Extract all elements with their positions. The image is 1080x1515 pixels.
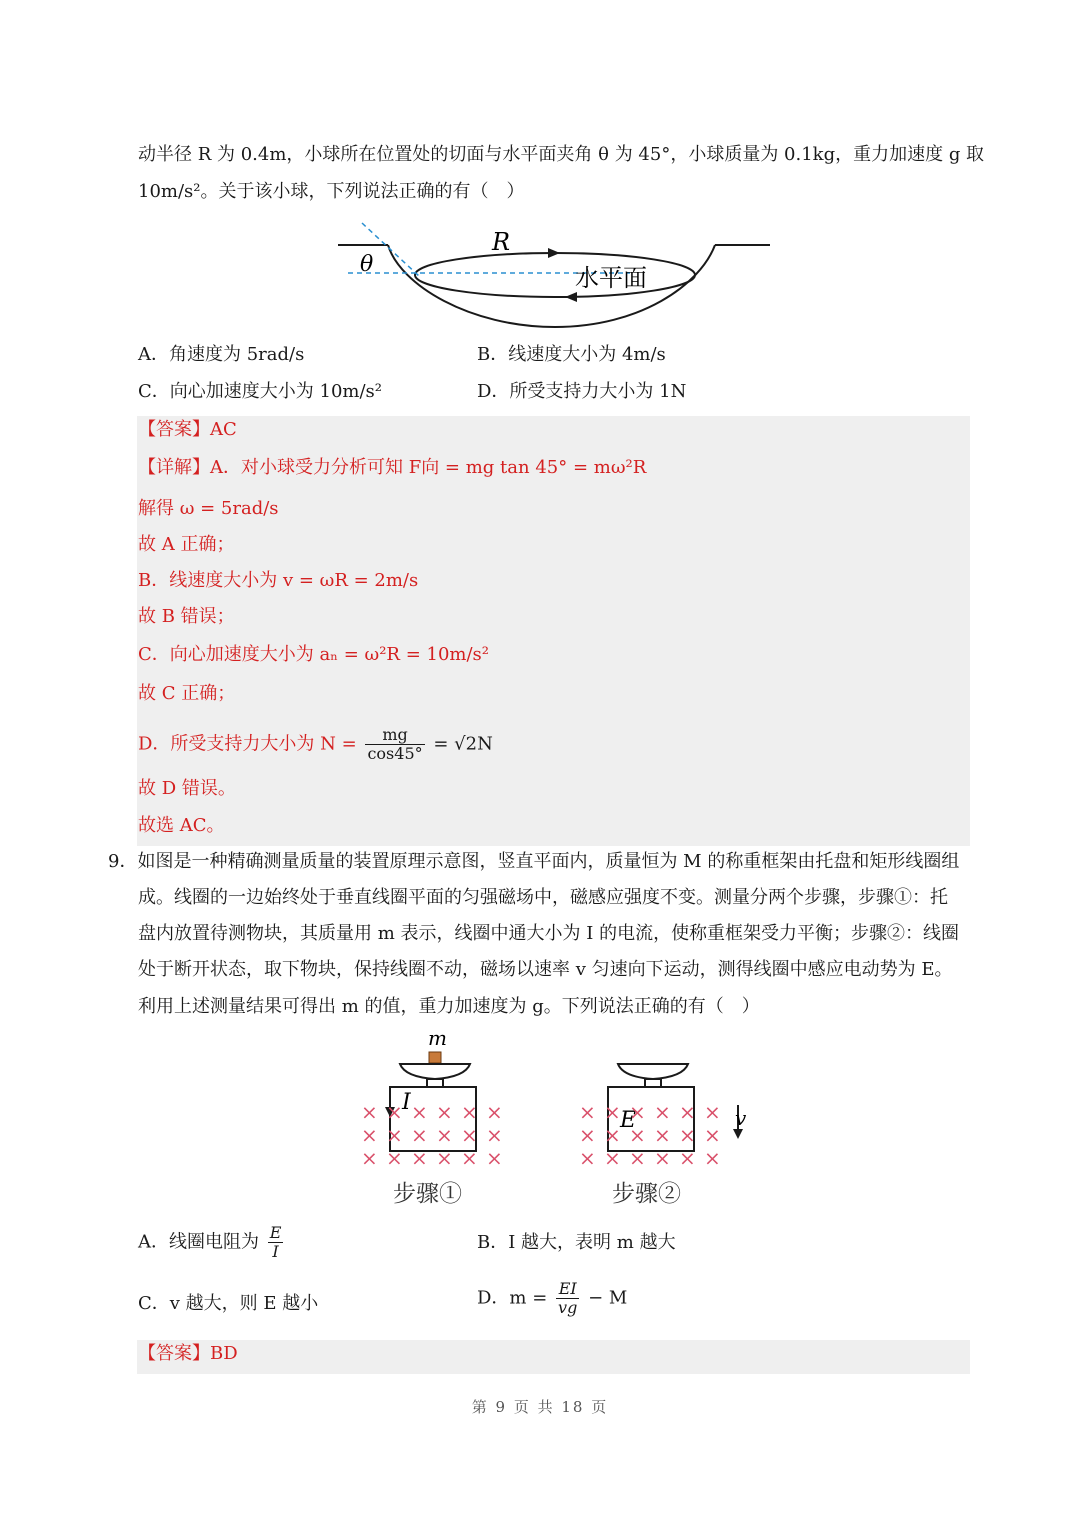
page-footer: 第 9 页 共 18 页 [471,1398,609,1416]
field-cross: × [386,1146,403,1170]
field-cross: × [461,1123,478,1147]
field-cross: × [704,1100,721,1124]
current-label: I [402,1090,411,1115]
q8-stem-line-2: 10m/s²。关于该小球，下列说法正确的有（ ） [138,181,525,202]
q9-answer-box [137,1340,970,1374]
q8-stem-line-1: 动半径 R 为 0.4m，小球所在位置处的切面与水平面夹角 θ 为 45°，小球质量为 0.1kg，重力加速度 g 取 [138,144,985,165]
field-cross: × [704,1146,721,1170]
field-cross: × [461,1100,478,1124]
q8-option-b: B．线速度大小为 4m/s [477,344,666,365]
q9-stem-line-5: 利用上述测量结果可得出 m 的值，重力加速度为 g。下列说法正确的有（ ） [138,996,760,1017]
field-cross: × [679,1123,696,1147]
q8-analysis-d-verdict: 故 D 错误。 [138,778,236,799]
q9-option-c: C．v 越大，则 E 越小 [138,1293,319,1314]
q8-conclusion: 故选 AC。 [138,815,225,836]
q9-balance-figure [350,1025,750,1210]
field-cross: × [579,1146,596,1170]
q8-bowl-figure [330,215,780,335]
field-cross: × [361,1100,378,1124]
emf-label: E [620,1108,637,1133]
q8-analysis-c: C．向心加速度大小为 aₙ = ω²R = 10m/s² [138,644,489,665]
step2-label: 步骤② [612,1181,681,1207]
field-cross: × [629,1123,646,1147]
field-cross: × [436,1100,453,1124]
field-cross: × [436,1123,453,1147]
field-cross: × [461,1146,478,1170]
field-cross: × [361,1123,378,1147]
horizontal-plane-label: 水平面 [575,264,647,292]
q8-option-a: A．角速度为 5rad/s [138,344,305,365]
field-cross: × [386,1123,403,1147]
q8-analysis-c-verdict: 故 C 正确； [138,683,236,704]
field-cross: × [486,1100,503,1124]
field-cross: × [411,1123,428,1147]
field-cross: × [411,1100,428,1124]
q8-analysis-a: 【详解】A．对小球受力分析可知 F向 = mg tan 45° = mω²R [138,457,647,478]
q8-option-d: D．所受支持力大小为 1N [477,381,687,402]
mass-label: m [428,1026,447,1050]
field-cross: × [704,1123,721,1147]
field-cross: × [386,1100,403,1124]
q8-analysis-b: B．线速度大小为 v = ωR = 2m/s [138,570,419,591]
field-cross: × [579,1123,596,1147]
field-cross: × [654,1123,671,1147]
field-cross: × [679,1100,696,1124]
field-cross: × [486,1123,503,1147]
magnetic-field-crosses [361,1100,721,1170]
q9-stem-line-3: 盘内放置待测物块，其质量用 m 表示，线圈中通大小为 I 的电流，使称重框架受力平衡；步骤②：线圈 [138,923,960,944]
field-cross: × [654,1146,671,1170]
q8-analysis-b-verdict: 故 B 错误； [138,606,235,627]
field-cross: × [654,1100,671,1124]
field-cross: × [604,1100,621,1124]
field-cross: × [486,1146,503,1170]
q8-analysis-a-verdict: 故 A 正确； [138,534,235,555]
radius-label: R [492,228,511,256]
field-cross: × [411,1146,428,1170]
field-cross: × [604,1123,621,1147]
q9-stem-line-1: 9．如图是一种精确测量质量的装置原理示意图，竖直平面内，质量恒为 M 的称重框架由托盘和矩形线圈组 [108,851,960,872]
q9-stem-line-2: 成。线圈的一边始终处于垂直线圈平面的匀强磁场中，磁感应强度不变。测量分两个步骤，步骤①：托 [138,887,948,908]
field-cross: × [679,1146,696,1170]
field-cross: × [604,1146,621,1170]
q8-option-c: C．向心加速度大小为 10m/s² [138,381,382,402]
field-cross: × [629,1100,646,1124]
field-cross: × [579,1100,596,1124]
theta-label: θ [360,252,374,277]
velocity-label: v [735,1106,747,1130]
step1-label: 步骤① [393,1181,462,1207]
q9-option-a: A．线圈电阻为 $\frac{E}{I}$ [138,1223,282,1261]
q8-answer: 【答案】AC [138,419,237,440]
q9-stem-line-4: 处于断开状态，取下物块，保持线圈不动，磁场以速率 v 匀速向下运动，测得线圈中感应电动势为 E。 [138,959,953,980]
q9-option-b: B．I 越大，表明 m 越大 [477,1232,676,1253]
field-cross: × [629,1146,646,1170]
q9-answer: 【答案】BD [138,1343,238,1364]
q8-analysis-a-result: 解得 ω = 5rad/s [138,498,279,519]
field-cross: × [436,1146,453,1170]
q8-analysis-d: D．所受支持力大小为 N = $\frac{mg}{\cos 45^\circ}$ = √2N [138,725,493,763]
q9-option-d: D．m = $\frac{EI}{vg}$ − M [477,1279,628,1317]
field-cross: × [361,1146,378,1170]
